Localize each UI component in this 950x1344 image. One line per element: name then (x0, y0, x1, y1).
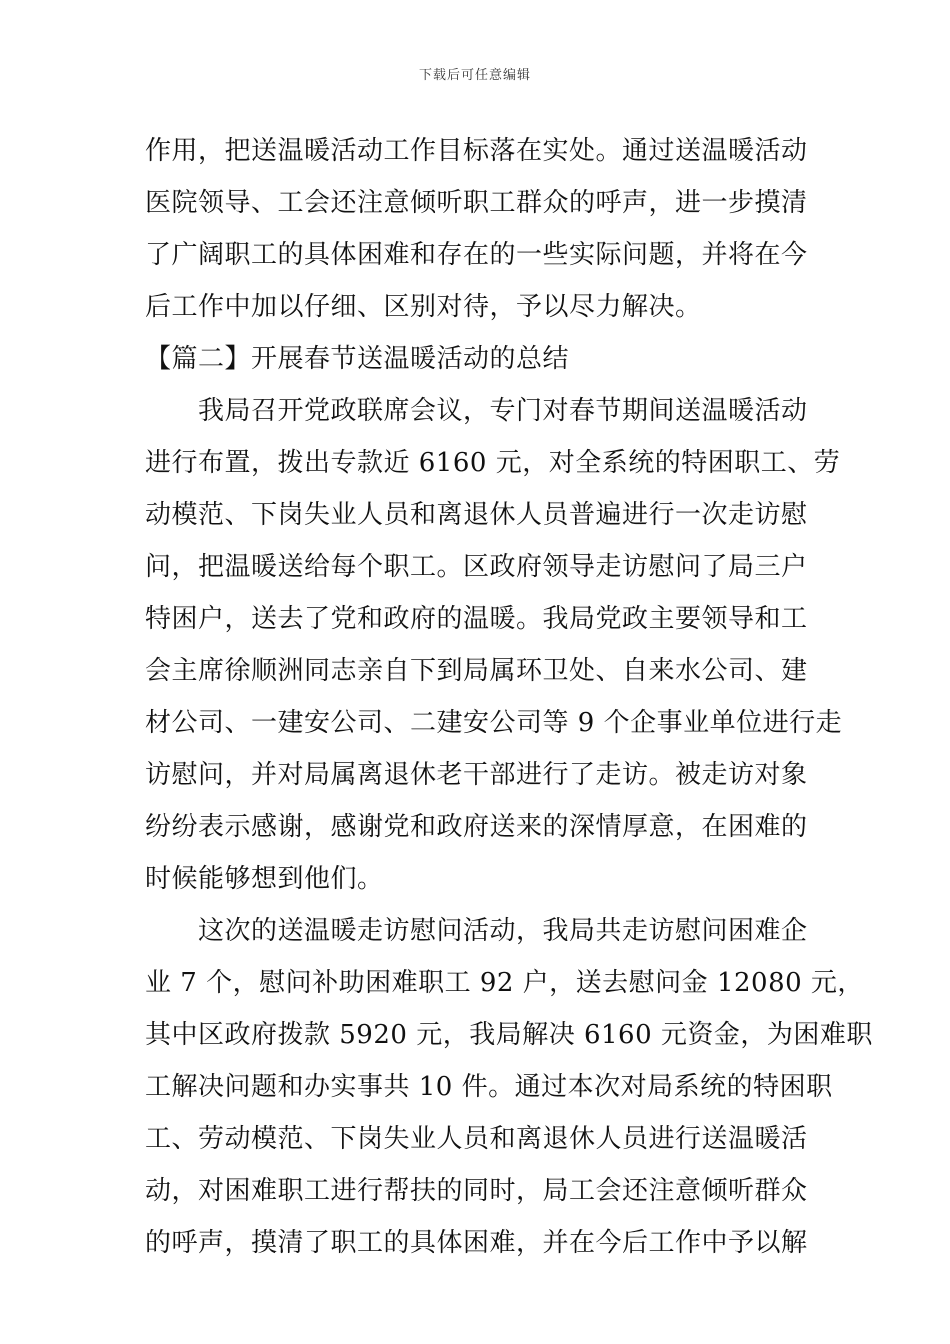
text-line: 后工作中加以仔细、区别对待，予以尽力解决。 (145, 292, 702, 322)
text-line: 医院领导、工会还注意倾听职工群众的呼声，进一步摸清 (145, 188, 808, 218)
text-line: 问，把温暖送给每个职工。区政府领导走访慰问了局三户 (145, 552, 808, 582)
text-line: 纷纷表示感谢，感谢党和政府送来的深情厚意，在困难的 (145, 812, 808, 842)
text-line: 材公司、一建安公司、二建安公司等 9 个企事业单位进行走 (145, 708, 843, 738)
text-line: 这次的送温暖走访慰问活动，我局共走访慰问困难企 (145, 916, 808, 946)
section-heading: 【篇二】开展春节送温暖活动的总结 (145, 344, 570, 374)
text-line: 作用，把送温暖活动工作目标落在实处。通过送温暖活动 (145, 136, 808, 166)
text-line: 时候能够想到他们。 (145, 864, 384, 894)
text-line: 动模范、下岗失业人员和离退休人员普遍进行一次走访慰 (145, 500, 808, 530)
text-line: 的呼声，摸清了职工的具体困难，并在今后工作中予以解 (145, 1228, 808, 1258)
text-line: 业 7 个，慰问补助困难职工 92 户，送去慰问金 12080 元， (145, 968, 864, 998)
text-line: 进行布置，拨出专款近 6160 元，对全系统的特困职工、劳 (145, 448, 841, 478)
page-header: 下载后可任意编辑 (418, 68, 531, 83)
text-line: 特困户，送去了党和政府的温暖。我局党政主要领导和工 (145, 604, 808, 634)
text-line: 其中区政府拨款 5920 元，我局解决 6160 元资金，为困难职 (145, 1020, 873, 1050)
text-line: 工、劳动模范、下岗失业人员和离退休人员进行送温暖活 (145, 1124, 808, 1154)
text-line: 了广阔职工的具体困难和存在的一些实际问题，并将在今 (145, 240, 808, 270)
text-line: 会主席徐顺洲同志亲自下到局属环卫处、自来水公司、建 (145, 656, 808, 686)
text-line: 我局召开党政联席会议，专门对春节期间送温暖活动 (145, 396, 808, 426)
text-line: 动，对困难职工进行帮扶的同时，局工会还注意倾听群众 (145, 1176, 808, 1206)
document-body (145, 125, 873, 1269)
text-line: 工解决问题和办实事共 10 件。通过本次对局系统的特困职 (145, 1072, 833, 1102)
text-line: 访慰问，并对局属离退休老干部进行了走访。被走访对象 (145, 760, 808, 790)
